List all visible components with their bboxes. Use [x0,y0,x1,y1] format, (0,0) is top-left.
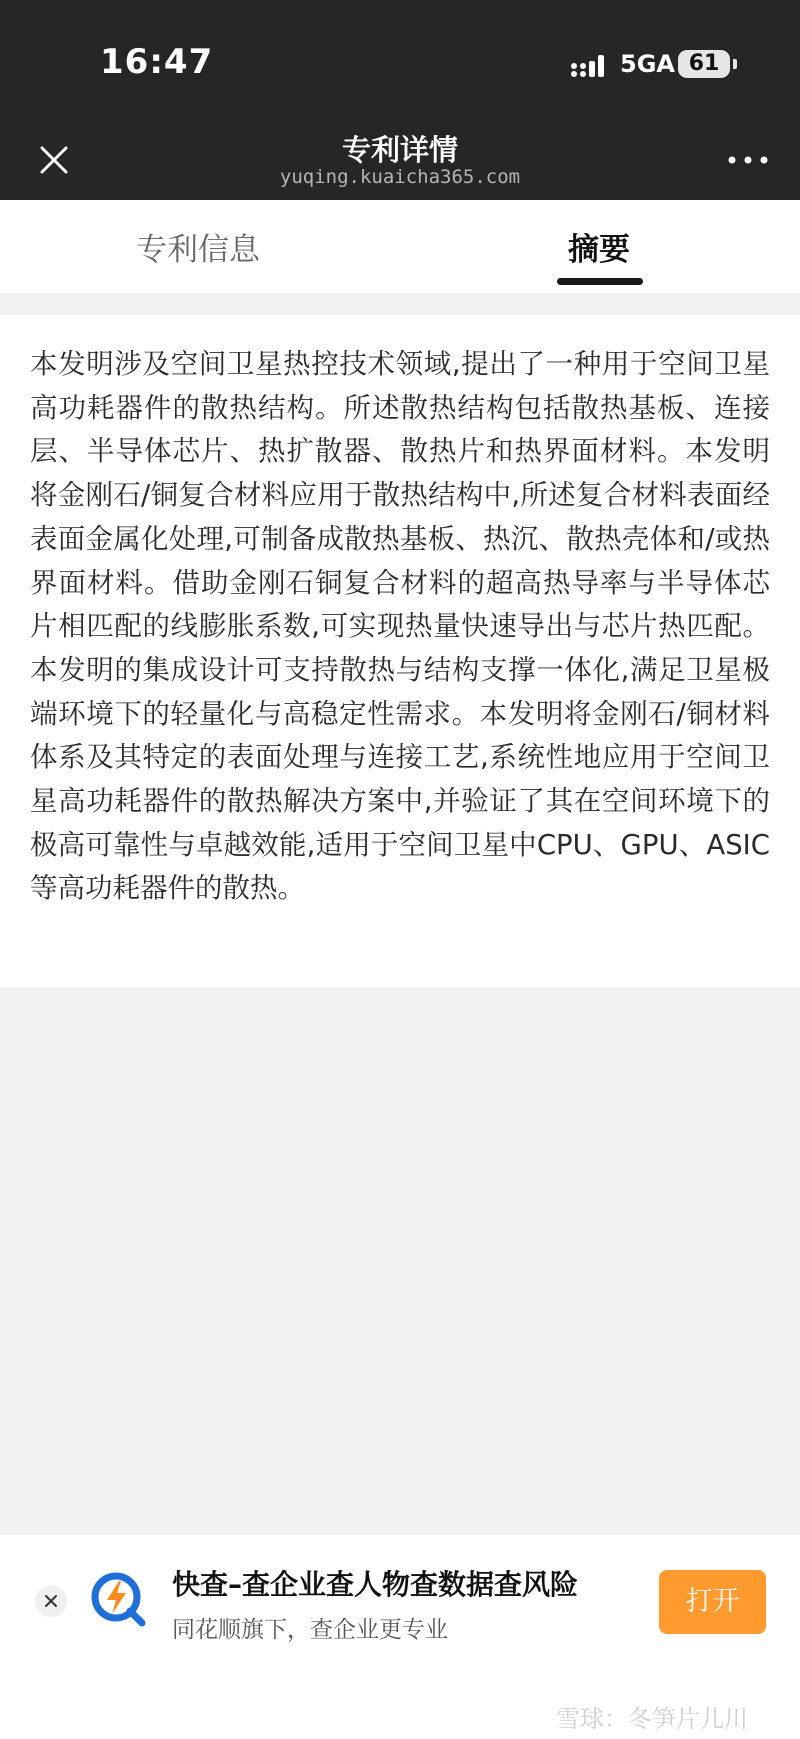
kuaicha-lightning-icon [90,1571,146,1627]
abstract-panel [0,315,800,987]
banner-title: 快查–查企业查人物查数据查风险 [172,1568,579,1601]
tab-bar [0,200,800,293]
battery-cap [733,59,737,69]
active-tab-indicator [557,278,643,285]
banner-close-icon[interactable] [35,1585,67,1617]
nav-bar [0,120,800,200]
app-download-banner [0,1535,800,1739]
banner-subtitle: 同花顺旗下，查企业更专业 [172,1617,448,1643]
abstract-text: 本发明涉及空间卫星热控技术领域,提出了一种用于空间卫星高功耗器件的散热结构。所述散热结构包括散热基板、连接层、半导体芯片、热扩散器、散热片和热界面材料。本发明将金刚石/铜复合材料应用于散热结构中,所述复合材料表面经表面金属化处理,可制备成散热基板、热沉、散热壳体和/或热界面材料。借助金刚石铜复合材料的超高热导率与半导体芯片相匹配的线膨胀系数,可实现热量快速导出与芯片热匹配。本发明的集成设计可支持散热与结构支撑一体化,满足卫星极端环境下的轻量化与高稳定性需求。本发明将金刚石/铜材料体系及其特定的表面处理与连接工艺,系统性地应用于空间卫星高功耗器件的散热解决方案中,并验证了其在空间环境下的极高可靠性与卓越效能,适用于空间卫星中CPU、GPU、ASIC等高功耗器件的散热。 [30,348,770,905]
page-url: yuqing.kuaicha365.com [279,166,521,188]
watermark: 雪球：冬笋片儿川 [556,1705,748,1733]
network-label: 5GA [620,50,675,78]
battery-indicator: 61 [678,50,730,78]
tab-abstract[interactable]: 摘要 [568,232,630,268]
open-app-button[interactable]: 打开 [659,1570,766,1634]
more-icon[interactable] [720,136,776,184]
tab-patent-info[interactable]: 专利信息 [136,232,260,268]
status-time: 16:47 [100,42,214,82]
signal-icon [570,52,610,80]
status-bar [0,0,800,120]
page-title: 专利详情 [341,133,458,167]
